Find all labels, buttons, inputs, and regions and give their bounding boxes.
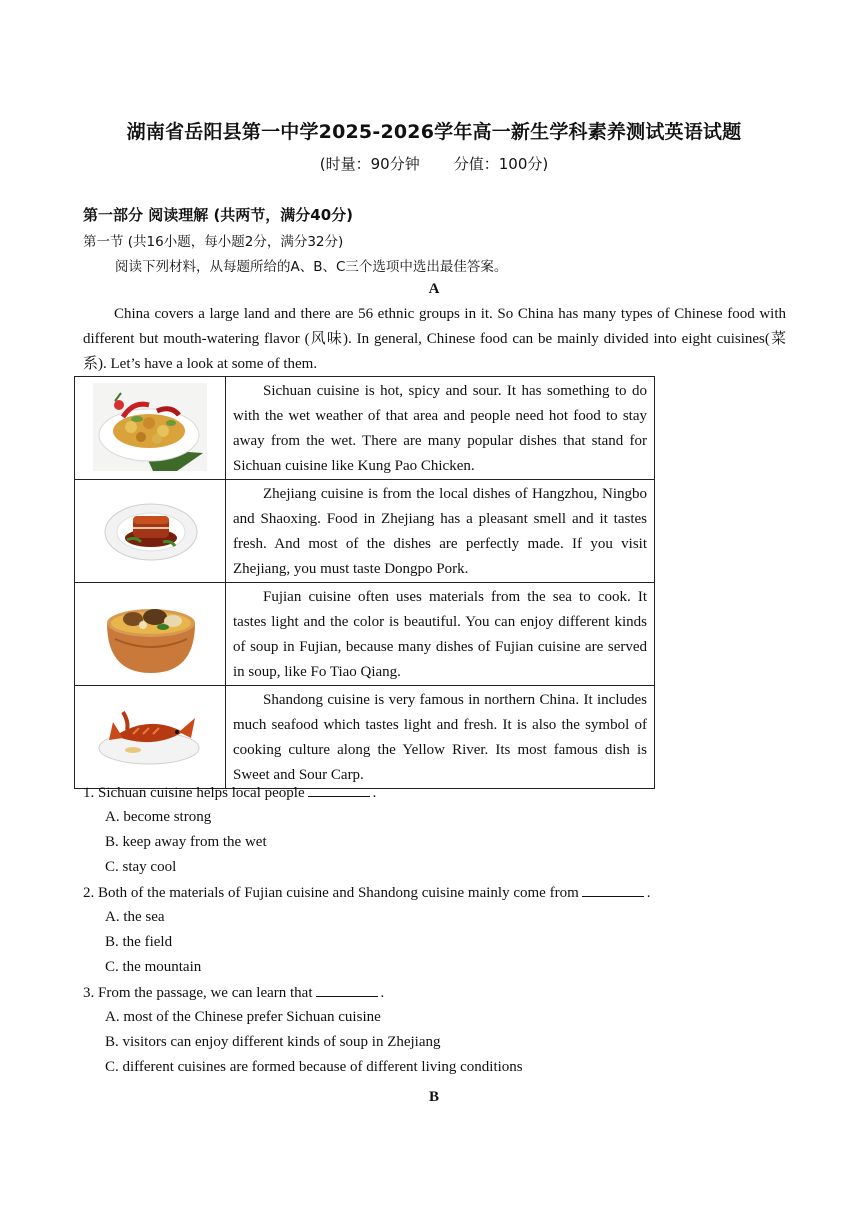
section-heading: 第一节 (共16小题，每小题2分，满分32分) (83, 234, 344, 250)
exam-subtitle (0, 153, 868, 174)
dongpo-pork-image (75, 480, 226, 583)
table-row (75, 686, 655, 789)
question-1-option-b: B. keep away from the wet (105, 834, 267, 850)
shandong-cuisine-text: Shandong cuisine is very famous in northern China. It includes much seafood which tastes light and fresh. It is also the symbol of cooking culture along the Yellow River. Its most famous dish is Sweet and Sour Carp. (226, 686, 655, 789)
kung-pao-chicken-image (75, 377, 226, 480)
fo-tiao-qiang-image (75, 583, 226, 686)
question-3-option-b: B. visitors can enjoy different kinds of soup in Zhejiang (105, 1034, 441, 1050)
question-2: 2. Both of the materials of Fujian cuisine and Shandong cuisine mainly come from . (83, 885, 651, 901)
time-limit: (时量：90分钟 (319, 155, 420, 173)
question-2-option-c: C. the mountain (105, 959, 202, 975)
question-1-option-a: A. become strong (105, 809, 212, 825)
sweet-sour-carp-image (75, 686, 226, 789)
question-1-option-c: C. stay cool (105, 859, 177, 875)
part-heading: 第一部分 阅读理解 (共两节，满分40分) (83, 206, 354, 224)
instruction-text: 阅读下列材料，从每题所给的A、B、C三个选项中选出最佳答案。 (115, 259, 508, 275)
exam-title: 湖南省岳阳县第一中学2025-2026学年高一新生学科素养测试英语试题 (126, 121, 742, 143)
question-3: 3. From the passage, we can learn that . (83, 985, 385, 1001)
question-1: 1. Sichuan cuisine helps local people . (83, 785, 377, 801)
question-2-option-a: A. the sea (105, 909, 165, 925)
table-row (75, 480, 655, 583)
sichuan-cuisine-text: Sichuan cuisine is hot, spicy and sour. It has something to do with the wet weather of that area and people need hot food to stay away from the wet. There are many popular dishes that stand for Sichuan cuisine like Kung Pao Chicken. (226, 377, 655, 480)
passage-a-intro: China covers a large land and there are 56 ethnic groups in it. So China has many types of Chinese food with different but mouth-watering flavor (风味). In general, Chinese food can be mainly divided into eight cuisines(菜系). Let’s have a look at some of them. (83, 306, 786, 372)
total-score: 分值：100分) (453, 155, 549, 173)
passage-b-label: B (428, 1089, 439, 1105)
answer-blank (308, 784, 370, 797)
table-row (75, 583, 655, 686)
fujian-cuisine-text: Fujian cuisine often uses materials from the sea to cook. It tastes light and the color is beautiful. You can enjoy different kinds of soup in Fujian, because many dishes of Fujian cuisine are served in soup, like Fo Tiao Qiang. (226, 583, 655, 686)
table-row (75, 377, 655, 480)
passage-a-label: A (428, 281, 440, 297)
question-2-option-b: B. the field (105, 934, 173, 950)
cuisine-table (74, 376, 655, 789)
zhejiang-cuisine-text: Zhejiang cuisine is from the local dishes of Hangzhou, Ningbo and Shaoxing. Food in Zhejiang has a pleasant smell and it tastes fresh. And most of the dishes are perfectly made. If you visit Zhejiang, you must taste Dongpo Pork. (226, 480, 655, 583)
answer-blank (582, 884, 644, 897)
answer-blank (316, 984, 378, 997)
question-3-option-c: C. different cuisines are formed because of different living conditions (105, 1059, 523, 1075)
question-3-option-a: A. most of the Chinese prefer Sichuan cuisine (105, 1009, 381, 1025)
